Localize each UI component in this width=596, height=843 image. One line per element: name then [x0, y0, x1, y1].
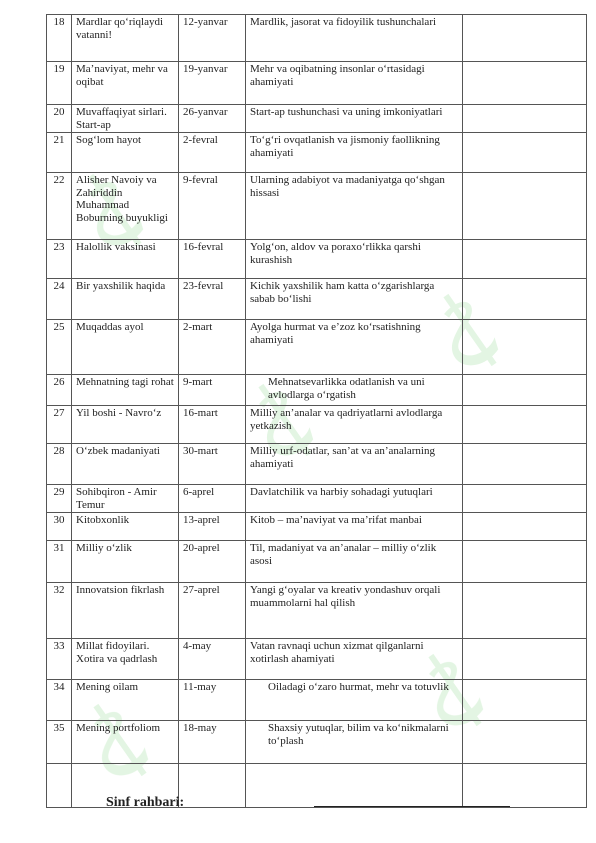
row-notes-cell — [463, 444, 587, 485]
row-number: 32 — [47, 583, 72, 639]
table-row — [47, 639, 587, 680]
row-topic: Innovatsion fikrlash — [72, 583, 179, 639]
row-topic: Halollik vaksinasi — [72, 240, 179, 279]
row-notes-cell — [463, 133, 587, 173]
table-row — [47, 279, 587, 320]
row-date — [179, 764, 246, 808]
row-notes-cell — [463, 62, 587, 105]
table-row — [47, 15, 587, 62]
row-number: 34 — [47, 680, 72, 721]
row-topic: Kitobxonlik — [72, 513, 179, 541]
row-date: 9-mart — [179, 375, 246, 406]
row-topic: Millat fidoyilari. Xotira va qadrlash — [72, 639, 179, 680]
row-notes-cell — [463, 240, 587, 279]
row-date: 16-fevral — [179, 240, 246, 279]
row-topic: Mening oilam — [72, 680, 179, 721]
row-date: 16-mart — [179, 406, 246, 444]
row-date: 2-mart — [179, 320, 246, 375]
row-description: Milliy urf-odatlar, san’at va an’analarning ahamiyati — [246, 444, 463, 485]
row-number: 21 — [47, 133, 72, 173]
row-description: Milliy an’analar va qadriyatlarni avlodlarga yetkazish — [246, 406, 463, 444]
row-description: Kichik yaxshilik ham katta o‘zgarishlarga sabab bo‘lishi — [246, 279, 463, 320]
table-row — [47, 513, 587, 541]
row-description: Ayolga hurmat va e’zoz ko‘rsatishning ahamiyati — [246, 320, 463, 375]
row-number: 30 — [47, 513, 72, 541]
row-description: Davlatchilik va harbiy sohadagi yutuqlari — [246, 485, 463, 513]
row-topic: Muvaffaqiyat sirlari. Start-ap — [72, 105, 179, 133]
row-notes-cell — [463, 15, 587, 62]
row-date: 11-may — [179, 680, 246, 721]
row-number: 26 — [47, 375, 72, 406]
row-number: 31 — [47, 541, 72, 583]
row-topic: Alisher Navoiy va Zahiriddin Muhammad Boburning buyukligi — [72, 173, 179, 240]
row-number: 29 — [47, 485, 72, 513]
row-topic: Mening portfoliom — [72, 721, 179, 764]
row-date: 26-yanvar — [179, 105, 246, 133]
row-date: 30-mart — [179, 444, 246, 485]
schedule-table — [46, 14, 587, 808]
table-row — [47, 444, 587, 485]
signature-line — [314, 806, 510, 807]
row-notes-cell — [463, 279, 587, 320]
class-teacher-label: Sinf rahbari: — [106, 795, 185, 810]
row-topic: Muqaddas ayol — [72, 320, 179, 375]
row-notes-cell — [463, 485, 587, 513]
table-row — [47, 320, 587, 375]
row-number: 22 — [47, 173, 72, 240]
row-description: Mardlik, jasorat va fidoyilik tushunchalari — [246, 15, 463, 62]
row-topic: Ma’naviyat, mehr va oqibat — [72, 62, 179, 105]
row-notes-cell — [463, 105, 587, 133]
row-date: 18-may — [179, 721, 246, 764]
row-number: 20 — [47, 105, 72, 133]
table-row — [47, 583, 587, 639]
row-number: 33 — [47, 639, 72, 680]
table-row — [47, 721, 587, 764]
row-notes-cell — [463, 721, 587, 764]
row-topic: Sohibqiron - Amir Temur — [72, 485, 179, 513]
row-date: 27-aprel — [179, 583, 246, 639]
row-description: Shaxsiy yutuqlar, bilim va ko‘nikmalarni to‘plash — [246, 721, 463, 764]
row-description: Oiladagi o‘zaro hurmat, mehr va totuvlik — [246, 680, 463, 721]
row-date: 23-fevral — [179, 279, 246, 320]
row-number: 28 — [47, 444, 72, 485]
row-topic: Sog‘lom hayot — [72, 133, 179, 173]
row-description: Ularning adabiyot va madaniyatga qo‘shgan hissasi — [246, 173, 463, 240]
table-row — [47, 541, 587, 583]
row-notes-cell — [463, 680, 587, 721]
row-number: 18 — [47, 15, 72, 62]
row-date: 4-may — [179, 639, 246, 680]
row-notes-cell — [463, 583, 587, 639]
row-date: 9-fevral — [179, 173, 246, 240]
table-row — [47, 62, 587, 105]
row-date: 6-aprel — [179, 485, 246, 513]
table-row — [47, 105, 587, 133]
row-date: 20-aprel — [179, 541, 246, 583]
row-description: Til, madaniyat va an’analar – milliy o‘zlik asosi — [246, 541, 463, 583]
row-number — [47, 764, 72, 808]
table-row — [47, 375, 587, 406]
row-number: 24 — [47, 279, 72, 320]
table-row — [47, 240, 587, 279]
row-notes-cell — [463, 173, 587, 240]
table-row — [47, 173, 587, 240]
row-description: Mehnatsevarlikka odatlanish va uni avlodlarga o‘rgatish — [246, 375, 463, 406]
row-number: 25 — [47, 320, 72, 375]
row-topic: O‘zbek madaniyati — [72, 444, 179, 485]
row-topic: Mehnatning tagi rohat — [72, 375, 179, 406]
row-number: 19 — [47, 62, 72, 105]
row-notes-cell — [463, 406, 587, 444]
row-topic: Mardlar qo‘riqlaydi vatanni! — [72, 15, 179, 62]
row-description: Vatan ravnaqi uchun xizmat qilganlarni xotirlash ahamiyati — [246, 639, 463, 680]
row-date: 19-yanvar — [179, 62, 246, 105]
table-row — [47, 485, 587, 513]
row-date: 12-yanvar — [179, 15, 246, 62]
row-number: 35 — [47, 721, 72, 764]
row-notes-cell — [463, 513, 587, 541]
table-row — [47, 133, 587, 173]
row-topic: Yil boshi - Navro‘z — [72, 406, 179, 444]
row-notes-cell — [463, 320, 587, 375]
row-topic: Bir yaxshilik haqida — [72, 279, 179, 320]
row-description: Yolg‘on, aldov va poraxo‘rlikka qarshi kurashish — [246, 240, 463, 279]
row-description: Start-ap tushunchasi va uning imkoniyatlari — [246, 105, 463, 133]
row-number: 23 — [47, 240, 72, 279]
table-row — [47, 680, 587, 721]
row-notes-cell — [463, 639, 587, 680]
row-date: 2-fevral — [179, 133, 246, 173]
row-number: 27 — [47, 406, 72, 444]
row-description — [246, 764, 463, 808]
row-notes-cell — [463, 375, 587, 406]
row-topic: Milliy o‘zlik — [72, 541, 179, 583]
row-notes-cell — [463, 764, 587, 808]
row-description: Mehr va oqibatning insonlar o‘rtasidagi ahamiyati — [246, 62, 463, 105]
row-description: Yangi g‘oyalar va kreativ yondashuv orqali muammolarni hal qilish — [246, 583, 463, 639]
row-notes-cell — [463, 541, 587, 583]
row-description: To‘g‘ri ovqatlanish va jismoniy faollikning ahamiyati — [246, 133, 463, 173]
table-row — [47, 406, 587, 444]
row-description: Kitob – ma’naviyat va ma’rifat manbai — [246, 513, 463, 541]
row-date: 13-aprel — [179, 513, 246, 541]
